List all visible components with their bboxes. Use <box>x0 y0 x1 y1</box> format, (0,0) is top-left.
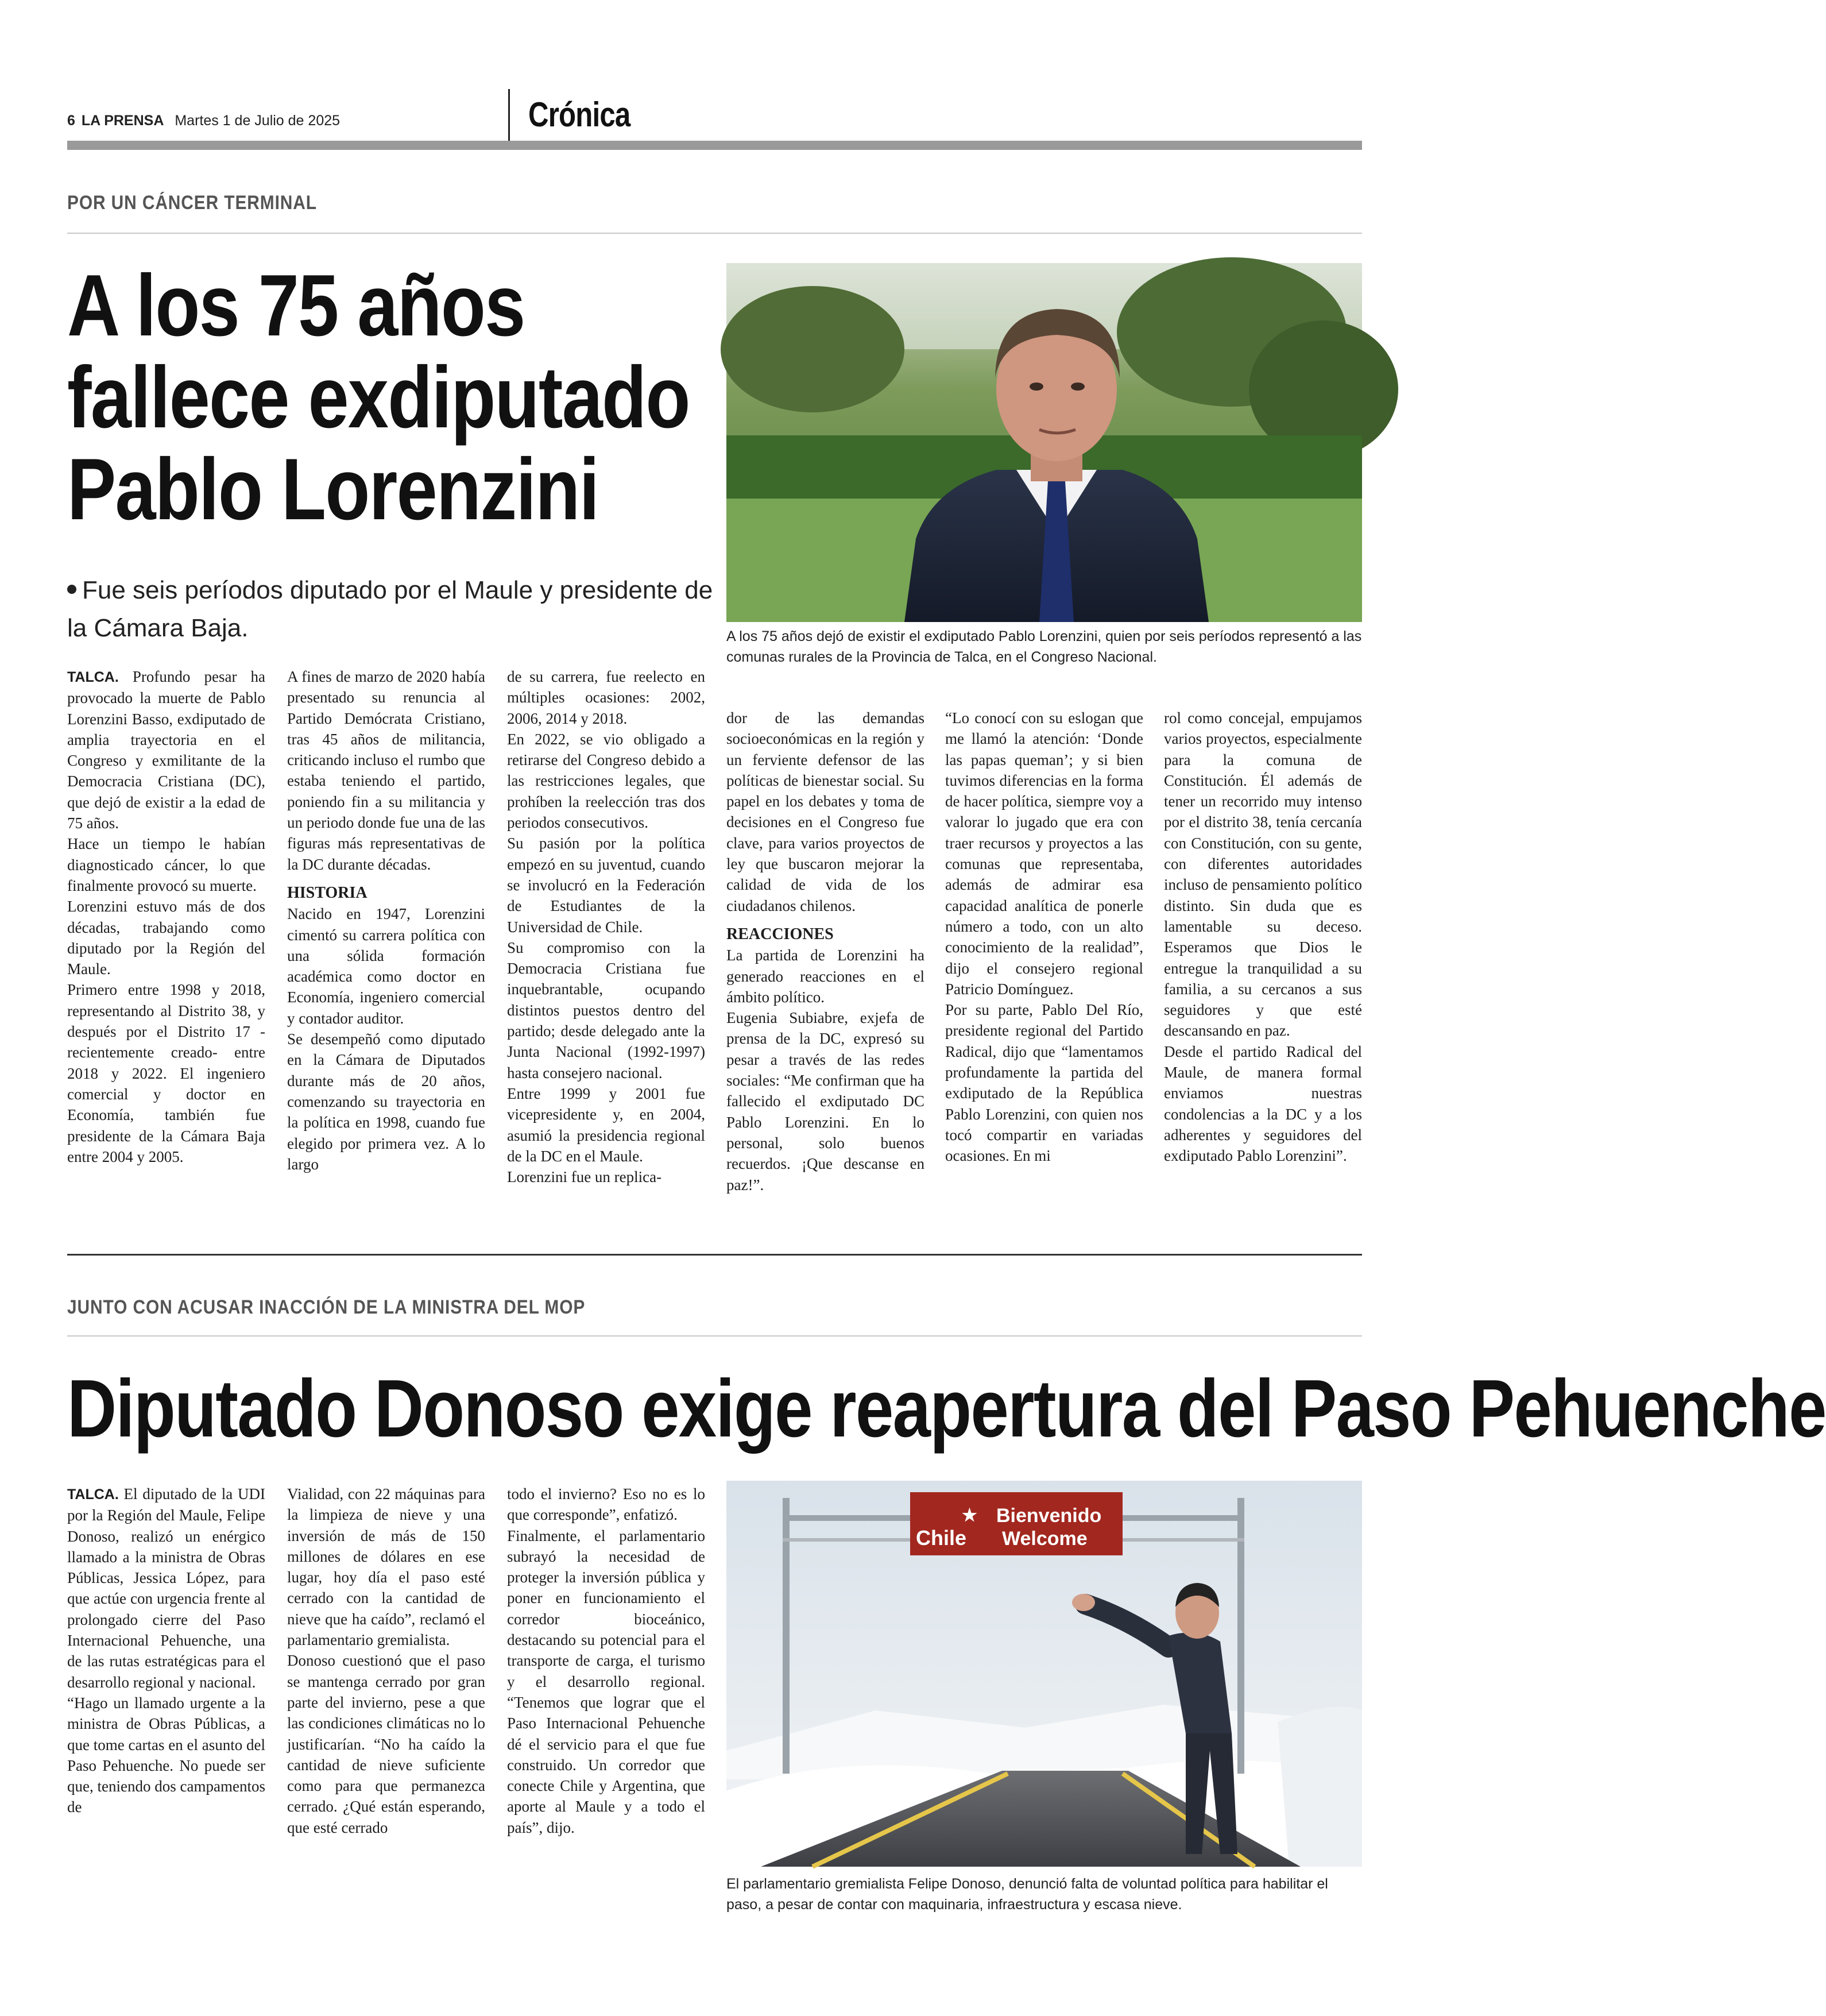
paragraph: Se desempeñó como diputado en la Cámara de Diputados durante más de 20 años, comenzando su trayectoria en la política en 1998, cuando fue elegido por primera vez. A lo largo <box>287 1030 485 1173</box>
dateline: TALCA. <box>67 669 119 685</box>
article2-column-3 <box>507 1484 705 1838</box>
header-divider <box>508 89 510 142</box>
article1-column-6 <box>1164 708 1362 1167</box>
article2-column-2 <box>287 1484 485 1838</box>
paragraph: Lorenzini estuvo más de dos décadas, trabajando como diputado por la Región del Maule. <box>67 898 265 978</box>
paragraph: rol como concejal, empujamos varios proyectos, especialmente para la comuna de Constitución. Él además de tener un recorrido muy intenso por el distrito 38, tenía cercanía con Constitución, con su gente, con diferentes autoridades incluso de pensamiento político distinto. Sin duda que es lamentable su deceso. Esperamos que Dios le entregue la tranquilidad a su familia, a su cercanos a sus seguidores y que esté descansando en paz. <box>1164 709 1362 1040</box>
article1-deck: Fue seis períodos diputado por el Maule y presidente de la Cámara Baja. <box>67 576 713 642</box>
article1-rule <box>67 233 1362 234</box>
paragraph: Vialidad, con 22 máquinas para la limpieza de nieve y una inversión de más de 150 millones de dólares en ese lugar, hoy día el paso esté cerrado con la cantidad de nieve que ha caído”, reclamó el parlamentario gremialista. <box>287 1485 485 1649</box>
paragraph: Por su parte, Pablo Del Río, presidente regional del Partido Radical, dijo que “lamentamos profundamente la partida del exdiputado de la República Pablo Lorenzini, con quien nos tocó compartir en variadas ocasiones. En mi <box>945 1001 1143 1165</box>
page-number: 6 <box>67 113 75 129</box>
article2-photo <box>726 1481 1362 1867</box>
headline-line-2: fallece exdiputado <box>67 349 690 446</box>
paragraph: TALCA. Profundo pesar ha provocado la muerte de Pablo Lorenzini Basso, exdiputado de amplia trayectoria en el Congreso y exmilitante de la Democracia Cristiana (DC), que dejó de existir a la edad de 75 años. <box>67 668 266 832</box>
headline-line-3: Pablo Lorenzini <box>67 441 599 538</box>
article2-kicker: JUNTO CON ACUSAR INACCIÓN DE LA MINISTRA DEL MOP <box>67 1296 586 1318</box>
article1-column-5 <box>945 708 1143 1167</box>
publication-name: LA PRENSA <box>81 113 164 129</box>
article1-column-4 <box>726 708 924 1195</box>
paragraph: Nacido en 1947, Lorenzini cimentó su carrera política con una sólida formación académica como doctor en Economía, ingeniero comercial y contador auditor. <box>287 905 485 1027</box>
article2-headline: Diputado Donoso exige reapertura del Paso Pehuenche <box>67 1363 1826 1454</box>
article1-kicker: POR UN CÁNCER TERMINAL <box>67 192 317 214</box>
subhead-reacciones: REACCIONES <box>726 925 834 943</box>
sign-chile-text: Chile <box>916 1526 967 1550</box>
article1-photo-caption: A los 75 años dejó de existir el exdiputado Pablo Lorenzini, quien por seis períodos representó a las comunas rurales de la Provincia de Talca, en el Congreso Nacional. <box>726 628 1362 665</box>
paragraph: Donoso cuestionó que el paso se mantenga cerrado por gran parte del invierno, pese a que las condiciones climáticas no lo justificarían. “No ha caído la cantidad de nieve suficiente como para que permanezca cerrado. ¿Qué están esperando, que esté cerrado <box>287 1652 485 1836</box>
paragraph: Finalmente, el parlamentario subrayó la necesidad de proteger la inversión pública y poner en funcionamiento el corredor bioceánico, destacando su potencial para el transporte de carga, el turismo y el desarrollo regional. “Tenemos que lograr que el Paso Internacional Pehuenche dé el servicio para el que fue construido. Un corredor que conecte Chile y Argentina, que aporte al Maule y a todo el país”, dijo. <box>507 1527 705 1836</box>
sign-welcome-text: Welcome <box>1002 1528 1088 1550</box>
svg-text:★: ★ <box>962 1506 977 1525</box>
paragraph: Desde el partido Radical del Maule, de manera formal enviamos nuestras condolencias a la DC y a los adherentes y seguidores del exdiputado Pablo Lorenzini”. <box>1164 1042 1362 1165</box>
article-separator <box>67 1254 1362 1256</box>
article2-column-1 <box>67 1484 265 1818</box>
paragraph: Primero entre 1998 y 2018, representando al Distrito 38, y después por el Distrito 17 -recientemente creado- entre 2018 y 2022. El ingeniero comercial y doctor en Economía, también fue presidente de la Cámara Baja entre 2004 y 2005. <box>67 981 265 1165</box>
paragraph: Entre 1999 y 2001 fue vicepresidente y, en 2004, asumió la presidencia regional de la DC en el Maule. <box>507 1084 705 1165</box>
dateline: TALCA. <box>67 1486 119 1503</box>
paragraph: Lorenzini fue un replica- <box>507 1168 662 1186</box>
paragraph: Su pasión por la política empezó en su juventud, cuando se involucró en la Federación de Estudiantes de la Universidad de Chile. <box>507 835 705 936</box>
article2-rule <box>67 1335 1362 1337</box>
article1-photo <box>726 263 1362 622</box>
paragraph: TALCA. El diputado de la UDI por la Región del Maule, Felipe Donoso, realizó un enérgico llamado a la ministra de Obras Públicas, Jessica López, para que actúe con urgencia frente al prolongado cierre del Paso Internacional Pehuenche, una de las rutas estratégicas para el desarrollo regional y nacional. <box>67 1485 265 1691</box>
article1-column-1 <box>67 666 265 1167</box>
paragraph: A fines de marzo de 2020 había presentado su renuncia al Partido Demócrata Cristiano, tras 45 años de militancia, criticando incluso el rumbo que estaba teniendo el partido, poniendo fin a su militancia y un periodo donde fue una de las figuras más representativas de la DC durante décadas. <box>287 668 485 873</box>
section-title: Crónica <box>528 95 630 134</box>
article2-photo-caption: El parlamentario gremialista Felipe Donoso, denunció falta de voluntad política para habilitar el paso, a pesar de contar con maquinaria, infraestructura y escasa nieve. <box>726 1876 1328 1913</box>
paragraph: dor de las demandas socioeconómicas en la región y un ferviente defensor de las políticas de bienestar social. Su papel en los debates y toma de decisiones en el Congreso fue clave, para varios proyectos de ley que buscaron mejorar la calidad de vida de los ciudadanos chilenos. <box>726 709 924 914</box>
issue-date: Martes 1 de Julio de 2025 <box>175 113 341 129</box>
subhead-historia: HISTORIA <box>287 883 367 902</box>
paragraph: Su compromiso con la Democracia Cristiana fue inquebrantable, ocupando distintos puestos dentro del partido; desde delegado ante la Junta Nacional (1992-1997) hasta consejero nacional. <box>507 939 705 1082</box>
page-header-info <box>67 113 340 129</box>
article1-headline <box>67 257 690 538</box>
article1-column-3 <box>507 666 705 1187</box>
header-bar <box>67 141 1362 150</box>
paragraph: Hace un tiempo le habían diagnosticado cáncer, lo que finalmente provocó su muerte. <box>67 835 265 894</box>
bullet-icon <box>67 585 76 594</box>
paragraph: todo el invierno? Eso no es lo que corresponde”, enfatizó. <box>507 1485 705 1524</box>
article1-column-2 <box>287 666 485 1175</box>
headline-line-1: A los 75 años <box>67 257 525 354</box>
paragraph: “Hago un llamado urgente a la ministra de Obras Públicas, a que tome cartas en el asunto del Paso Pehuenche. No puede ser que, teniendo dos campamentos de <box>67 1694 265 1816</box>
paragraph: “Lo conocí con su eslogan que me llamó la atención: ‘Donde las papas queman’; y si bien tuvimos diferencias en la forma de hacer política, siempre voy a valorar lo jugado que era con traer recursos y proyectos a las comunas que representaba, además de admirar esa capacidad analítica de ponerle número a todo, con un alto conocimiento de la realidad”, dijo el consejero regional Patricio Domínguez. <box>945 709 1143 998</box>
paragraph: La partida de Lorenzini ha generado reacciones en el ámbito político. <box>726 947 924 1006</box>
paragraph: En 2022, se vio obligado a retirarse del Congreso debido a las restricciones legales, que prohíben la reelección tras dos periodos consecutivos. <box>507 730 705 832</box>
sign-bienvenido-text: Bienvenido <box>996 1505 1102 1527</box>
paragraph: de su carrera, fue reelecto en múltiples ocasiones: 2002, 2006, 2014 y 2018. <box>507 668 705 727</box>
paragraph: Eugenia Subiabre, exjefa de prensa de la DC, expresó su pesar a través de las redes sociales: “Me confirman que ha fallecido el exdiputado DC Pablo Lorenzini. En lo personal, solo buenos recuerdos. ¡Que descanse en paz!”. <box>726 1009 924 1194</box>
